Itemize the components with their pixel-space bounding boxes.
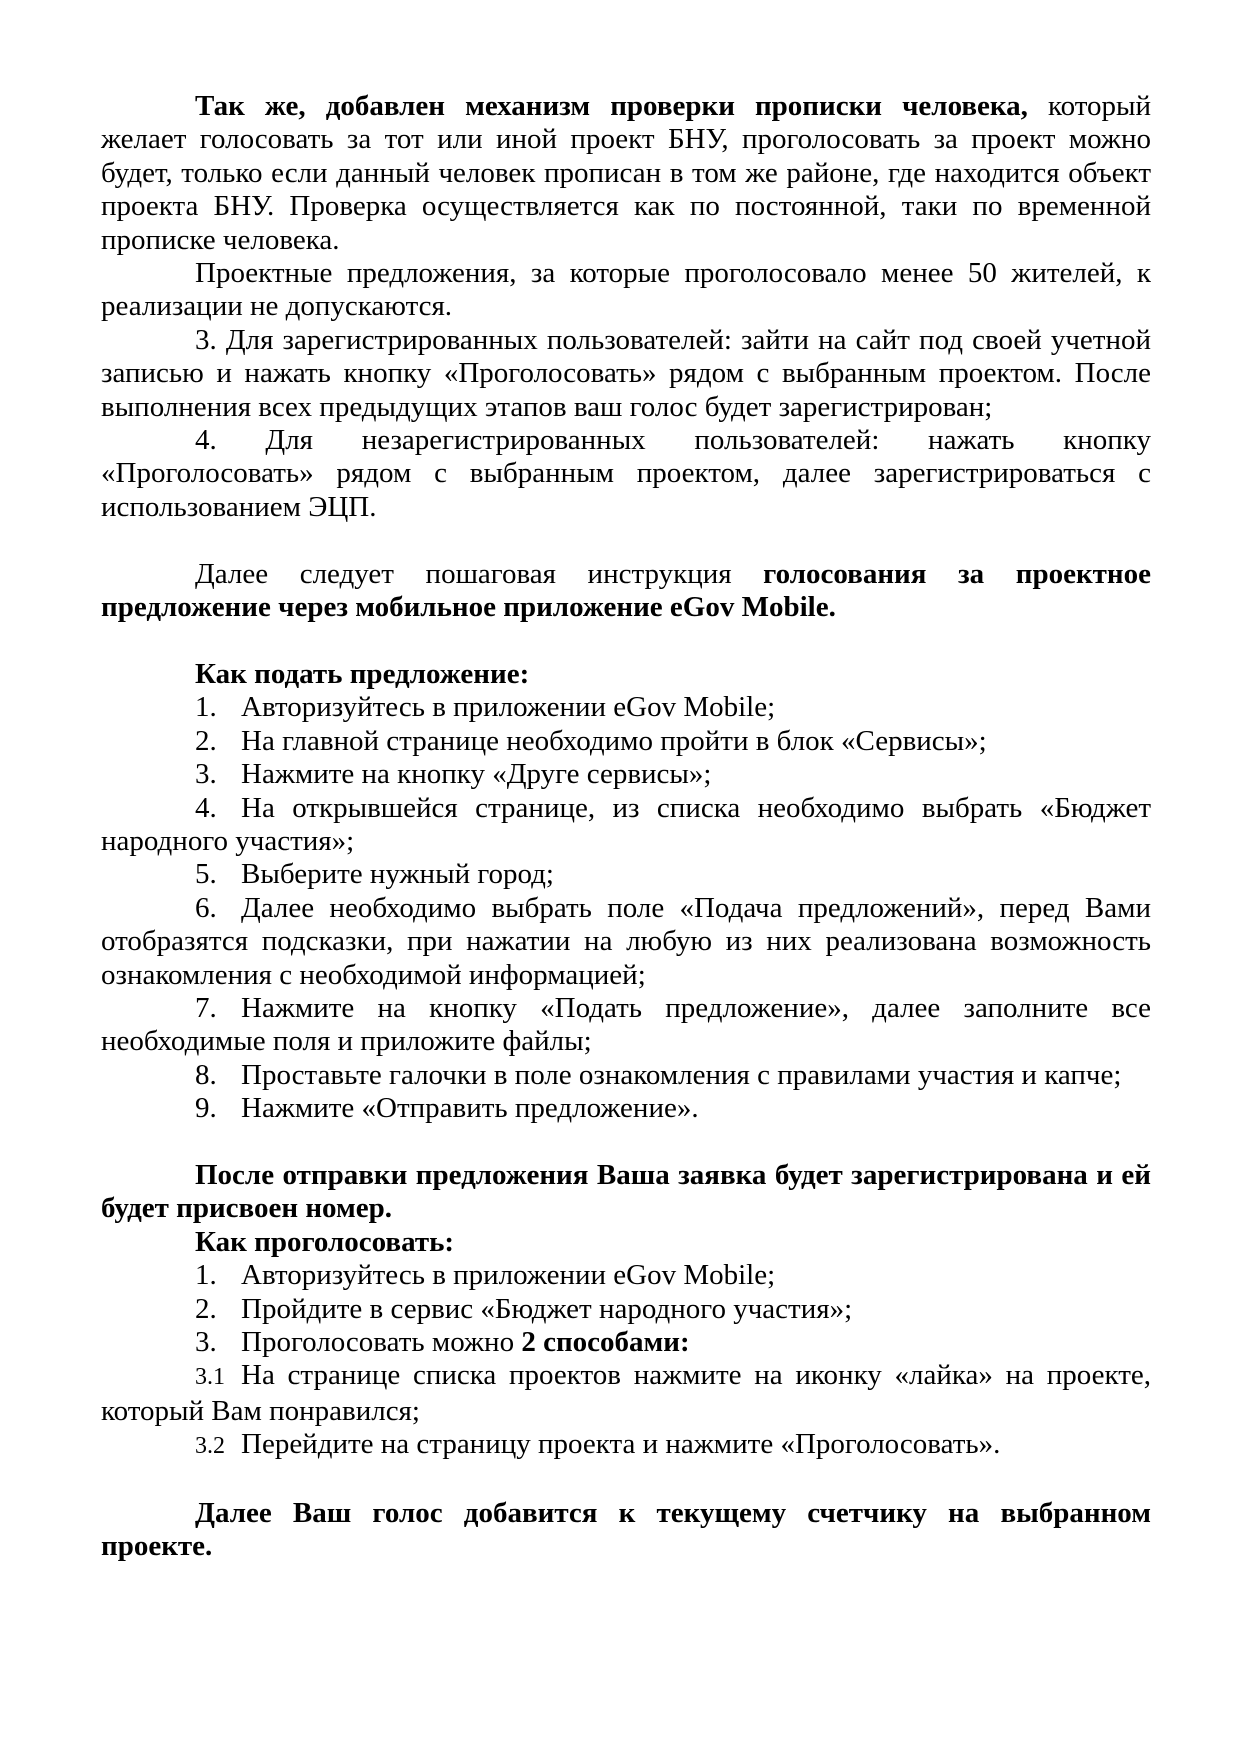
submit-step-1-text: Авторизуйтесь в приложении eGov Mobile;	[241, 691, 776, 724]
submit-step-3-number: 3.	[195, 758, 217, 791]
submit-step-8-number: 8.	[195, 1058, 217, 1091]
submit-step-3-text: Нажмите на кнопку «Друге сервисы»;	[241, 758, 712, 791]
submit-step-7-number: 7.	[195, 991, 217, 1024]
vote-step-3	[101, 1326, 1151, 1359]
paragraph-intro-bold: голосования за проектное предложение через мобильное приложение eGov Mobile.	[101, 557, 1151, 624]
paragraph-item-3-registered-users: 3. Для зарегистрированных пользователей: зайти на сайт под своей учетной записью и нажать кнопку «Проголосовать» рядом с выбранным проектом. После выполнения всех предыдущих этапов ваш голос будет зарегистрирован;	[101, 323, 1151, 423]
vote-substep-3-2-number: 3.2	[195, 1433, 225, 1460]
vote-step-2-text: Пройдите в сервис «Бюджет народного участия»;	[241, 1292, 853, 1325]
paragraph-registration-check	[101, 90, 1151, 257]
vote-step-1-text: Авторизуйтесь в приложении eGov Mobile;	[241, 1259, 776, 1292]
vote-step-2	[101, 1293, 1151, 1326]
blank-line	[101, 524, 1151, 557]
submit-step-3	[101, 758, 1151, 791]
submit-step-5-text: Выберите нужный город;	[241, 858, 554, 891]
heading-how-to-vote: Как проголосовать:	[195, 1225, 455, 1258]
blank-line	[101, 624, 1151, 657]
paragraph-item-4-unregistered-users: 4. Для незарегистрированных пользователей: нажать кнопку «Проголосовать» рядом с выбранным проектом, далее зарегистрироваться с использованием ЭЦП.	[101, 424, 1151, 523]
heading-how-to-submit: Как подать предложение:	[195, 657, 530, 690]
vote-substep-3-2	[101, 1428, 1151, 1463]
blank-line	[101, 1464, 1151, 1497]
vote-step-1-number: 1.	[195, 1259, 217, 1292]
submit-step-2-text: На главной странице необходимо пройти в блок «Сервисы»;	[241, 724, 987, 757]
vote-substep-3-1-number: 3.1	[195, 1364, 225, 1391]
paragraph-registration-check-bold: Так же, добавлен механизм проверки прописки человека,	[195, 90, 1028, 122]
submit-step-6-text: Далее необходимо выбрать поле «Подача предложений», перед Вами отобразятся подсказки, при нажатии на любую из них реализована возможность ознакомления с необходимой информацией;	[101, 891, 1151, 991]
submit-step-4	[101, 792, 1151, 859]
vote-substep-3-1-text: На странице списка проектов нажмите на иконку «лайка» на проекте, который Вам понравился;	[101, 1359, 1151, 1427]
vote-step-1	[101, 1259, 1151, 1292]
submit-step-9-text: Нажмите «Отправить предложение».	[241, 1092, 699, 1125]
paragraph-intro-normal: Далее следует пошаговая инструкция	[195, 557, 764, 590]
vote-substep-3-1	[101, 1359, 1151, 1428]
vote-step-3-text-bold: 2 способами:	[521, 1325, 690, 1358]
submit-step-4-number: 4.	[195, 791, 217, 824]
submit-step-8-text: Проставьте галочки в поле ознакомления с правилами участия и капче;	[241, 1058, 1122, 1091]
blank-line	[101, 1126, 1151, 1159]
submit-step-1	[101, 691, 1151, 724]
submit-step-1-number: 1.	[195, 691, 217, 724]
paragraph-registration-check-rest: который желает голосовать за тот или иной проект БНУ, проголосовать за проект можно будет, только если данный человек прописан в том же районе, где находится объект проекта БНУ. Проверка осуществляется как по постоянной, таки по временной прописке человека.	[101, 90, 1151, 256]
submit-step-4-text: На открывшейся странице, из списка необходимо выбрать «Бюджет народного участия»;	[101, 791, 1151, 857]
submit-step-6	[101, 892, 1151, 992]
paragraph-after-submit: После отправки предложения Ваша заявка будет зарегистрирована и ей будет присвоен номер.	[101, 1158, 1151, 1225]
paragraph-min-votes: Проектные предложения, за которые проголосовало менее 50 жителей, к реализации не допускаются.	[101, 257, 1151, 323]
paragraph-intro-instruction	[101, 558, 1151, 625]
submit-step-2	[101, 725, 1151, 758]
submit-step-8	[101, 1059, 1151, 1092]
paragraph-final: Далее Ваш голос добавится к текущему счетчику на выбранном проекте.	[101, 1497, 1151, 1563]
submit-step-5	[101, 858, 1151, 891]
submit-step-6-number: 6.	[195, 891, 217, 924]
submit-step-2-number: 2.	[195, 724, 217, 757]
vote-step-2-number: 2.	[195, 1292, 217, 1325]
vote-step-3-text-normal: Проголосовать можно	[241, 1325, 522, 1358]
vote-step-3-number: 3.	[195, 1325, 217, 1358]
submit-step-7-text: Нажмите на кнопку «Подать предложение», далее заполните все необходимые поля и приложите файлы;	[101, 991, 1151, 1058]
submit-step-7	[101, 992, 1151, 1059]
submit-step-9	[101, 1092, 1151, 1125]
submit-step-9-number: 9.	[195, 1092, 217, 1125]
vote-substep-3-2-text: Перейдите на страницу проекта и нажмите «Проголосовать».	[241, 1428, 1001, 1461]
submit-step-5-number: 5.	[195, 858, 217, 891]
